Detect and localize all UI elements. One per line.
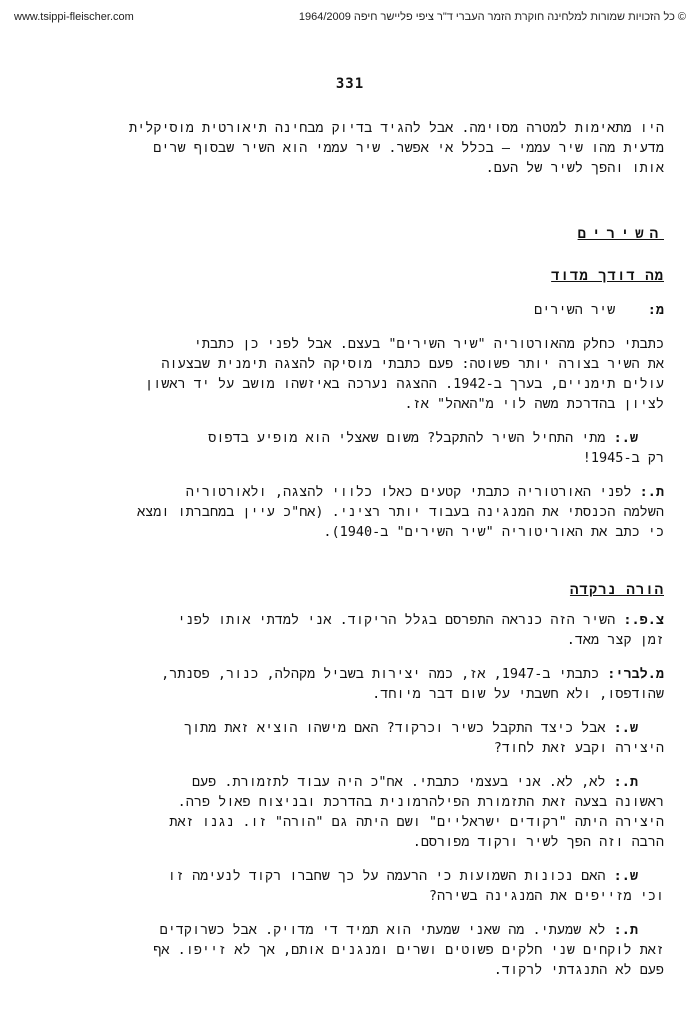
text-line: את השיר בצורה יותר פשוטה: פעם כתבתי מוסיקה להצגה תימנית שבצעוה	[161, 356, 664, 372]
melody-source-line	[40, 300, 664, 320]
speaker-label: ת.:	[639, 484, 664, 500]
text-line: פעם לא התנגדתי לרקוד.	[493, 962, 664, 978]
website-url[interactable]: www.tsippi-fleischer.com	[14, 11, 134, 23]
text-line: ש.: מתי התחיל השיר להתקבל? משום שאצלי הוא מופיע בדפוס	[208, 430, 638, 446]
text-line: ת.: לא שמעתי. מה שאני שמעתי הוא תמיד די מדויק. אבל כשרוקדים	[159, 922, 638, 938]
speaker-label: ת.:	[613, 922, 638, 938]
speaker-label: ש.:	[613, 720, 638, 736]
text-line: שהודפסו, ולא חשבתי על שום דבר מיוחד.	[372, 686, 664, 702]
text-line: צ.פ.: השיר הזה כנראה התפרסם בגלל הריקוד. אני למדתי אותו לפני	[177, 612, 664, 628]
text-line: זאת לוקחים שני חלקים פשוטים ושרים ומנגנים אותם, אך לא זייפו. אף	[153, 942, 664, 958]
text-line: עולים תימניים, בערך ב-1942. ההצגה נערכה באיזשהו מושב על יד ראשון	[145, 376, 664, 392]
text-line: ת.: לא, לא. אני בעצמי כתבתי. אח"כ היה עבוד לתזמורת. פעם	[191, 774, 638, 790]
text-line: רק ב-1945!	[582, 450, 664, 466]
text-line: זמן קצר מאד.	[566, 632, 664, 648]
dialogue-block	[40, 610, 664, 650]
section-title: השירים	[577, 226, 664, 242]
speaker-label: מ.לברי:	[607, 666, 664, 682]
text-line: השלמה הכנסתי את המנגינה בעבוד יותר רציני. (אח"כ עיין במחברתו ומצא	[137, 504, 664, 520]
intro-line: מדעית מהו שיר עממי – בכלל אי אפשר. שיר עממי הוא השיר שבסוף שרים	[153, 140, 664, 156]
text-line: וכי מזייפים את המנגינה בשירה?	[428, 888, 664, 904]
text-line: ראשונה בצעה זאת התזמורת הפילהרמונית בהדרכת ובניצוח פאול פרה.	[177, 794, 664, 810]
text-line: ש.: האם נכונות השמועות כי הרעמה על כך שחברו רקוד לנעימה זו	[167, 868, 638, 884]
question-block	[40, 428, 664, 448]
page-header	[8, 11, 692, 27]
text-line: לציון בהדרכת משה לוי מ"האהל" אז.	[404, 396, 664, 412]
song-title: מה דודך מדוד	[551, 268, 664, 284]
intro-line: אותו והפך לשיר של העם.	[485, 160, 664, 176]
speaker-label: ש.:	[613, 430, 638, 446]
speaker-label: ש.:	[613, 868, 638, 884]
text-line: היצירה וקבע זאת לחוד?	[493, 740, 664, 756]
text-line: כתבתי כחלק מהאורטוריה "שיר השירים" בעצם. אבל לפני כן כתבתי	[193, 336, 664, 352]
text-line: ש.: אבל כיצד התקבל כשיר וכרקוד? האם מישהו הוציא זאת מתוך	[183, 720, 638, 736]
speaker-label: ת.:	[613, 774, 638, 790]
dialogue-block	[40, 772, 664, 852]
page-number: 331	[335, 76, 365, 92]
song-title: הורה נרקדה	[569, 582, 664, 598]
melody-source: שיר השירים	[534, 302, 616, 318]
text-line: הרבה וזה הפך לשיר ורקוד מפורסם.	[412, 834, 664, 850]
dialogue-block	[40, 664, 664, 704]
document-body	[40, 118, 664, 980]
text-line: מ.לברי: כתבתי ב-1947, אז, כמה יצירות בשביל מקהלה, כנור, פסנתר,	[161, 666, 664, 682]
text-line: כי כתב את האוריטוריה "שיר השירים" ב-1940).	[323, 524, 664, 540]
answer-block	[40, 482, 664, 542]
copyright-notice: © כל הזכויות שמורות למלחינה חוקרת הזמר העברי ד"ר ציפי פליישר חיפה 1964/2009	[298, 11, 686, 23]
text-line: היצירה היתה "רקודים ישראליים" ושם היתה גם "הורה" זו. נגנו זאת	[169, 814, 664, 830]
intro-paragraph	[40, 118, 664, 178]
dialogue-block	[40, 866, 664, 906]
dialogue-block	[40, 718, 664, 758]
speaker-label: צ.פ.:	[623, 612, 664, 628]
dialogue-block	[40, 920, 664, 980]
answer-paragraph	[40, 334, 664, 414]
speaker-label: מ:	[647, 302, 664, 318]
intro-line: היו מתאימות למטרה מסוימה. אבל להגיד בדיוק מבחינה תיאורטית מוסיקלית	[129, 120, 664, 136]
text-line: ת.: לפני האורטוריה כתבתי קטעים כאלו כלווי להצגה, ולאורטוריה	[185, 484, 664, 500]
